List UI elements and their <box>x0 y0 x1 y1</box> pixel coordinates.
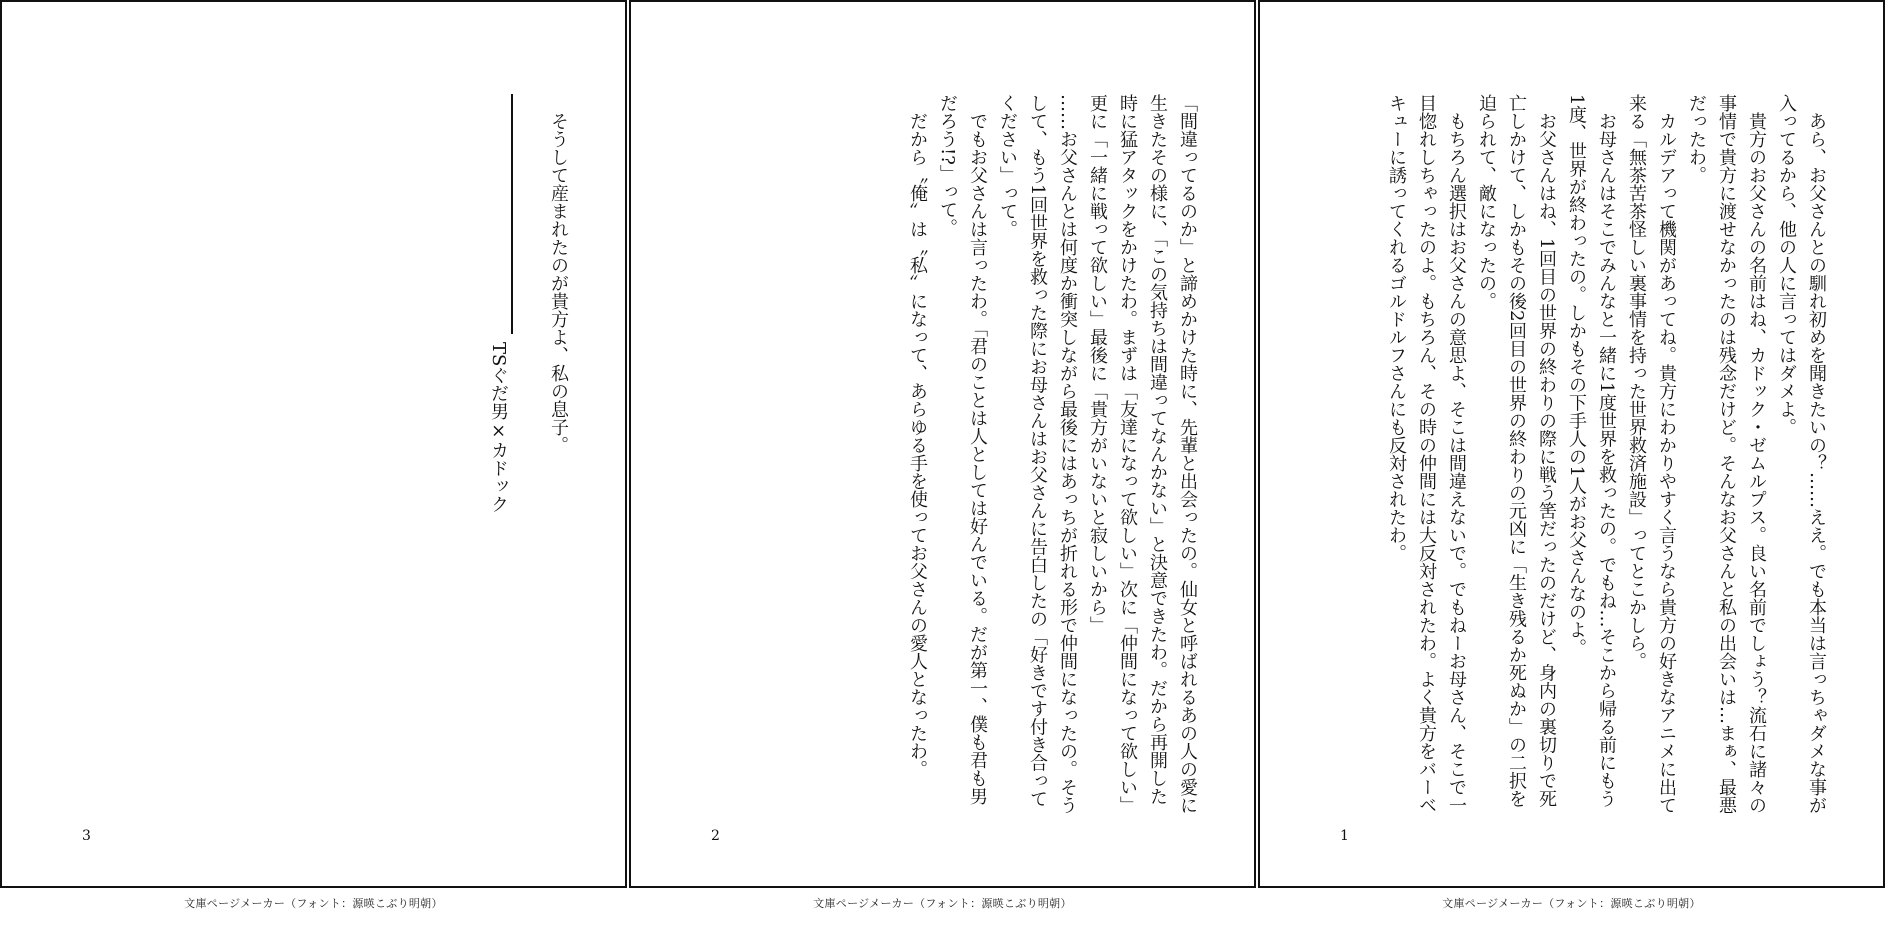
page-caption: 文庫ページメーカー（フォント：源暎こぶり明朝） <box>1442 897 1701 910</box>
paragraph: お父さんはね、1回目の世界の終わりの際に戦う筈だったのだけど、身内の裏切りで死亡しかけて、しかもその後2回目の世界の終わりの元凶に「生き残るか死ぬか」の二択を迫られて、敵になったの。 <box>1476 94 1557 808</box>
paragraph: お母さんはそこでみんなと一緒に1度世界を救ったの。でもね…そこから帰る前にもう1度、世界が終わったの。しかもその下手人の1人がお父さんなのよ。 <box>1566 94 1617 808</box>
paragraph: ……お父さんとは何度か衝突しながら最後にはあっちが折れる形で仲間になったの。そうして、もう1回世界を救った際にお母さんはお父さんに告白したの「好きです付き合ってください」って。 <box>997 94 1078 814</box>
page-3-paragraph: そうして産まれたのが貴方よ、私の息子。 <box>548 112 569 454</box>
page-caption: 文庫ページメーカー（フォント：源暎こぶり明朝） <box>813 897 1072 910</box>
page-1-body <box>1381 94 1831 814</box>
paragraph: 貴方のお父さんの名前はね、カドック・ゼムルプス。良い名前でしょう？流石に諸々の事情で貴方に渡せなかったのは残念だけど。そんなお父さんと私の出会いは…まぁ、最悪だったわ。 <box>1686 94 1767 814</box>
page-caption: 文庫ページメーカー（フォント：源暎こぶり明朝） <box>184 897 443 910</box>
paragraph: カルデアって機関があってね。貴方にわかりやすく言うなら貴方の好きなアニメに出て来る「無茶苦茶怪しい裏事情を持った世界救済施設」ってとこかしら。 <box>1626 94 1677 814</box>
paragraph: あら、お父さんとの馴れ初めを聞きたいの？……ええ。でも本当は言っちゃダメな事が入ってるから、他の人に言ってはダメよ。 <box>1776 94 1827 814</box>
page-2 <box>629 0 1256 888</box>
page-3-body <box>483 94 573 814</box>
em-dash-line <box>511 94 513 334</box>
signature-text: TSぐだ男×カドック <box>488 342 509 514</box>
page-1 <box>1258 0 1885 888</box>
page-3 <box>0 0 627 888</box>
page-number: 2 <box>711 828 720 844</box>
signature-block <box>483 94 543 814</box>
page-number: 3 <box>82 828 91 844</box>
paragraph: でもお父さんは言ったわ。「君のことは人としては好んでいる。だが第一、僕も君も男だろう!?」って。 <box>937 94 988 805</box>
page-number: 1 <box>1340 828 1349 844</box>
paragraph: もちろん選択はお父さんの意思よ、そこは間違えないで。でもねーお母さん、そこで一目惚れしちゃったのよ。もちろん、その時の仲間には大反対されたわ。よく貴方をバーベキューに誘ってくれるゴルドルフさんにも反対されたわ。 <box>1386 94 1467 814</box>
paragraph: 「間違ってるのか」と諦めかけた時に、先輩と出会ったの。仙女と呼ばれるあの人の愛に生きたその様に、「この気持ちは間違ってなんかない」と決意できたわ。だから再開した時に猛アタックをかけたわ。まずは「友達になって欲しい」次に「仲間になって欲しい」更に「一緒に戦って欲しい」最後に「貴方がいないと寂しいから」 <box>1087 94 1198 814</box>
page-2-body <box>902 94 1202 814</box>
paragraph: だから〝俺〟は〝私〟になって、あらゆる手を使ってお父さんの愛人となったわ。 <box>907 112 928 778</box>
